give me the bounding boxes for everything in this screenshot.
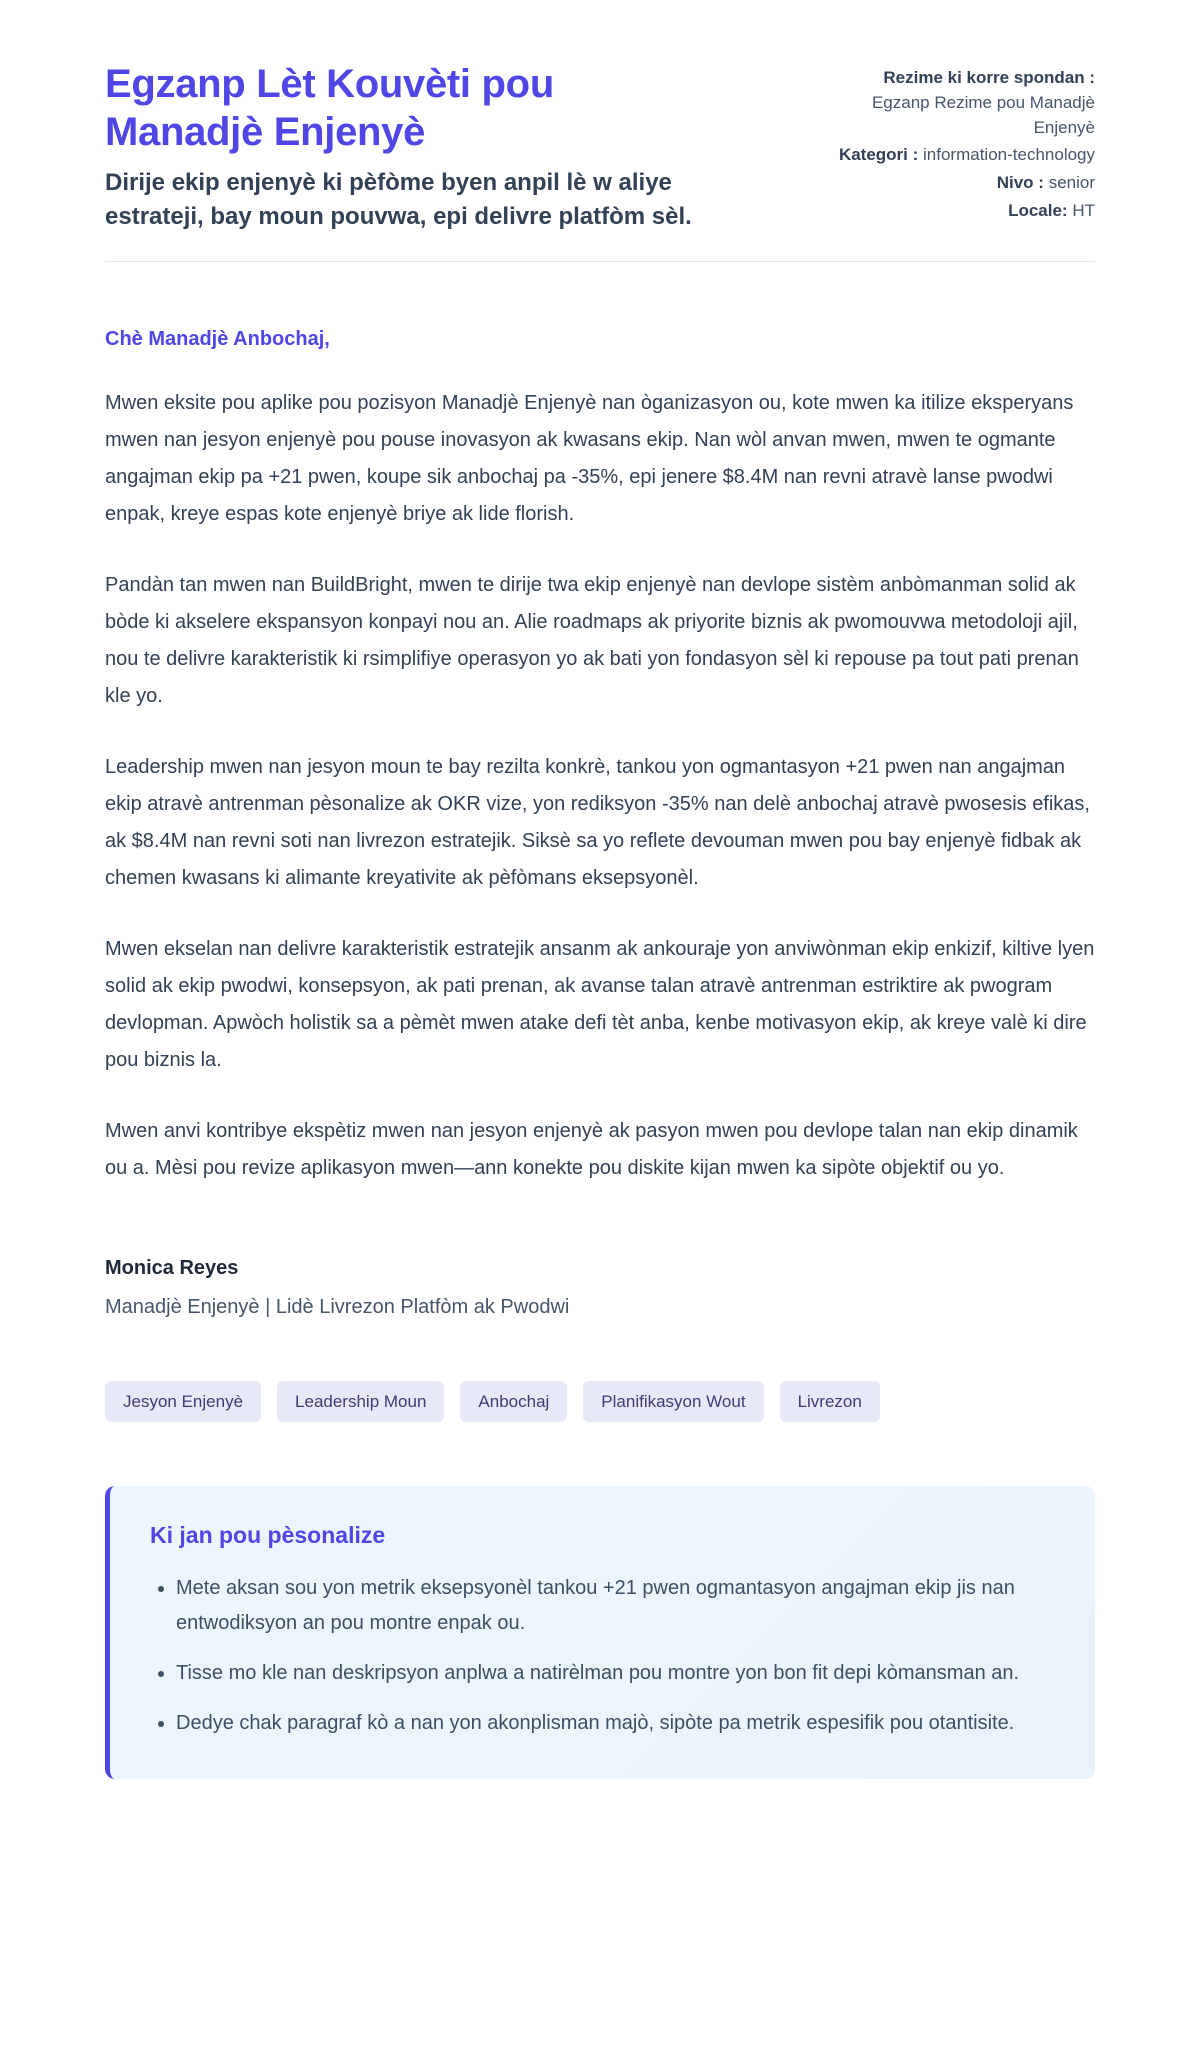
meta-value: senior: [1048, 173, 1095, 193]
meta-row-level: [833, 171, 1095, 196]
letter-paragraph: Mwen anvi kontribye ekspètiz mwen nan jesyon enjenyè ak pasyon mwen pou devlope talan nan ekip dinamik ou a. Mèsi pou revize aplikasyon mwen—ann konekte pou diskite kijan mwen ka sipòte objektif ou yo.: [105, 1120, 1078, 1180]
tag-chip-planifikasyon-wout[interactable]: Planifikasyon Wout: [583, 1381, 763, 1422]
letter-paragraph: Leadership mwen nan jesyon moun te bay rezilta konkrè, tankou yon ogmantasyon +21 pwen nan angajman ekip atravè antrenman pèsonalize ak OKR vize, yon rediksyon -35% nan delè anbochaj atravè pwosesis efikas, ak $8.4M nan revni soti nan livrezon estratejik. Siksè sa yo reflete devouman mwen pou bay enjenyè fidbak ak chemen kwasans ki alimante kreyativite ak pèfòmans eksepsyonèl.: [105, 756, 1090, 890]
callout-tip: • Tisse mo kle nan deskripsyon anplwa a natirèlman pou montre yon bon fit depi kòmansman an.: [176, 1656, 1055, 1690]
letter-header: [105, 60, 1095, 233]
meta-row-matching-resume: [833, 66, 1095, 140]
meta-value: Egzanp Rezime pou Manadjè Enjenyè: [871, 92, 1095, 137]
meta-label: Locale:: [1008, 201, 1068, 221]
header-divider: [105, 261, 1095, 262]
meta-row-category: [833, 143, 1095, 168]
callout-tip: • Mete aksan sou yon metrik eksepsyonèl tankou +21 pwen ogmantasyon angajman ekip jis nan entwodiksyon an pou montre enpak ou.: [176, 1571, 1055, 1640]
tag-list: [105, 1381, 1095, 1422]
meta-value: information-technology: [923, 145, 1095, 165]
callout-title: Ki jan pou pèsonalize: [150, 1522, 386, 1549]
callout-list: [150, 1571, 1055, 1741]
meta-panel: [833, 60, 1095, 227]
letter-paragraph: Pandàn tan mwen nan BuildBright, mwen te dirije twa ekip enjenyè nan devlope sistèm anbòmanman solid ak bòde ki akselere ekspansyon konpayi nou an. Alie roadmaps ak priyorite biznis ak pwomouvwa metodoloji ajil, nou te delivre karakteristik ki rsimplifiye operasyon yo ak bati yon fondasyon sèl ki repouse pa tout pati prenan kle yo.: [105, 574, 1079, 708]
tag-chip-jesyon-enjenye[interactable]: Jesyon Enjenyè: [105, 1381, 261, 1422]
header-title-block: [105, 60, 705, 233]
letter-paragraph: Mwen ekselan nan delivre karakteristik estratejik ansanm ak ankouraje yon anviwònman ekip enkizif, kiltive lyen solid ak ekip pwodwi, konsepsyon, ak pati prenan, ak avanse talan atravè antrenman estriktire ak pwogram devlopman. Apwòch holistik sa a pèmèt mwen atake defi tèt anba, kenbe motivasyon ekip, ak kreye valè ki dire pou biznis la.: [105, 938, 1095, 1072]
letter-paragraph: Mwen eksite pou aplike pou pozisyon Manadjè Enjenyè nan òganizasyon ou, kote mwen ka itilize eksperyans mwen nan jesyon enjenyè pou pouse inovasyon ak kwasans ekip. Nan wòl anvan mwen, mwen te ogmante angajman ekip pa +21 pwen, koupe sik anbochaj pa -35%, epi jenere $8.4M nan revni atravè lanse pwodwi enpak, kreye espas kote enjenyè briye ak lide florish.: [105, 392, 1074, 526]
tag-chip-leadership-moun[interactable]: Leadership Moun: [277, 1381, 444, 1422]
content-container: [105, 0, 1095, 1849]
cover-letter-body: [105, 328, 1095, 1319]
salutation: Chè Manadjè Anbochaj,: [105, 328, 330, 351]
meta-label: Nivo :: [996, 173, 1044, 193]
meta-label: Kategori :: [838, 145, 919, 165]
personalize-callout: [105, 1486, 1095, 1779]
tag-chip-livrezon[interactable]: Livrezon: [780, 1381, 880, 1422]
page-subtitle: Dirije ekip enjenyè ki pèfòme byen anpil lè w aliye estrateji, bay moun pouvwa, epi delivre platfòm sèl.: [105, 169, 692, 230]
callout-tip: • Dedye chak paragraf kò a nan yon akonplisman majò, sipòte pa metrik espesifik pou otantisite.: [176, 1706, 1055, 1740]
signature-name: Monica Reyes: [105, 1257, 239, 1280]
signature-block: [105, 1257, 1095, 1319]
meta-row-locale: [833, 199, 1095, 224]
signature-role: Manadjè Enjenyè | Lidè Livrezon Platfòm ak Pwodwi: [105, 1296, 570, 1319]
meta-value: HT: [1072, 201, 1095, 221]
tag-chip-anbochaj[interactable]: Anbochaj: [460, 1381, 567, 1422]
page-title: Egzanp Lèt Kouvèti pou Manadjè Enjenyè: [105, 62, 554, 154]
meta-label: Rezime ki korre spondan :: [883, 68, 1095, 87]
